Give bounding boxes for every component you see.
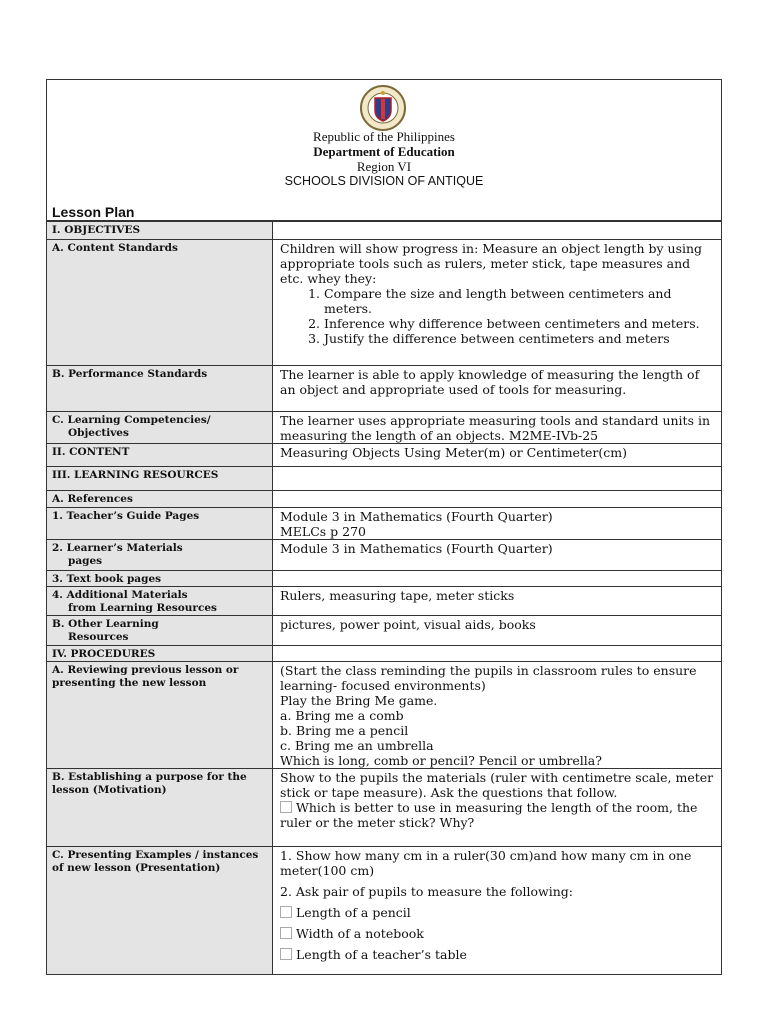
other-resources-label-line2: Resources [68, 631, 129, 643]
establishing-value [273, 769, 722, 847]
table-row [47, 222, 722, 240]
lesson-plan-title: Lesson Plan [52, 204, 135, 220]
table-row [47, 616, 722, 646]
content-value: Measuring Objects Using Meter(m) or Centimeter(cm) [273, 444, 722, 467]
references-label: A. References [47, 491, 273, 508]
list-item: 3. Justify the difference between centimeters and meters [324, 331, 715, 346]
other-resources-label-line1: B. Other Learning [52, 618, 159, 630]
department-line: Department of Education [313, 144, 455, 159]
reviewing-label: A. Reviewing previous lesson or presenting the new lesson [47, 662, 273, 769]
learners-materials-label-line2: pages [68, 555, 103, 567]
reviewing-line: Which is long, comb or pencil? Pencil or umbrella? [280, 753, 602, 768]
establishing-para: Show to the pupils the materials (ruler with centimetre scale, meter stick or tape measure). Ask the questions that follow. [280, 770, 714, 800]
teachers-guide-line1: Module 3 in Mathematics (Fourth Quarter) [280, 509, 553, 524]
competencies-label-line2: Objectives [68, 427, 129, 439]
deped-seal-icon [357, 84, 409, 132]
list-item: Length of a pencil [280, 905, 715, 920]
objectives-value [273, 222, 722, 240]
teachers-guide-label: 1. Teacher’s Guide Pages [47, 508, 273, 540]
presenting-step2: 2. Ask pair of pupils to measure the following: [280, 884, 573, 899]
textbook-label: 3. Text book pages [47, 571, 273, 587]
reviewing-line: Play the Bring Me game. [280, 693, 438, 708]
learning-resources-value [273, 467, 722, 491]
establishing-question: Which is better to use in measuring the length of the room, the ruler or the meter stick? Why? [280, 800, 698, 830]
additional-materials-value: Rulers, measuring tape, meter sticks [273, 587, 722, 616]
table-row [47, 769, 722, 847]
table-row [47, 508, 722, 540]
establishing-label: B. Establishing a purpose for the lesson (Motivation) [47, 769, 273, 847]
teachers-guide-line2: MELCs p 270 [280, 524, 367, 539]
performance-standards-value: The learner is able to apply knowledge of measuring the length of an object and appropriate used of tools for measuring. [273, 366, 722, 412]
table-row [47, 444, 722, 467]
bullet-box-icon [280, 801, 292, 813]
reviewing-line: (Start the class reminding the pupils in classroom rules to ensure learning- focused environments) [280, 663, 697, 693]
bullet-box-icon [280, 906, 292, 918]
region-line: Region VI [356, 159, 412, 174]
reviewing-value [273, 662, 722, 769]
presenting-step1: 1. Show how many cm in a ruler(30 cm)and how many cm in one meter(100 cm) [280, 848, 692, 878]
objectives-label: I. OBJECTIVES [47, 222, 273, 240]
other-resources-value: pictures, power point, visual aids, books [273, 616, 722, 646]
reviewing-line: c. Bring me an umbrella [280, 738, 434, 753]
learners-materials-label-line1: 2. Learner’s Materials [52, 542, 183, 554]
table-row [47, 847, 722, 975]
bullet-box-icon [280, 927, 292, 939]
textbook-value [273, 571, 722, 587]
presenting-value [273, 847, 722, 975]
lesson-plan-table [46, 221, 722, 975]
presenting-label: C. Presenting Examples / instances of new lesson (Presentation) [47, 847, 273, 975]
content-label: II. CONTENT [47, 444, 273, 467]
list-item: Length of a teacher’s table [280, 947, 715, 962]
additional-materials-label [47, 587, 273, 616]
republic-line: Republic of the Philippines [313, 129, 455, 144]
teachers-guide-value [273, 508, 722, 540]
competencies-label-line1: C. Learning Competencies/ [52, 414, 211, 426]
competencies-value: The learner uses appropriate measuring tools and standard units in measuring the length of an objects. M2ME-IVb-25 [273, 412, 722, 444]
list-item: 1. Compare the size and length between centimeters and meters. [324, 286, 715, 316]
table-row [47, 571, 722, 587]
procedures-value [273, 646, 722, 662]
table-row [47, 412, 722, 444]
table-row [47, 467, 722, 491]
table-row [47, 662, 722, 769]
reviewing-line: a. Bring me a comb [280, 708, 404, 723]
procedures-label: IV. PROCEDURES [47, 646, 273, 662]
table-row [47, 491, 722, 508]
reviewing-line: b. Bring me a pencil [280, 723, 409, 738]
learning-resources-label: III. LEARNING RESOURCES [47, 467, 273, 491]
content-standards-label: A. Content Standards [47, 240, 273, 366]
learners-materials-label [47, 540, 273, 571]
learners-materials-value: Module 3 in Mathematics (Fourth Quarter) [273, 540, 722, 571]
performance-standards-label: B. Performance Standards [47, 366, 273, 412]
table-row [47, 646, 722, 662]
establishing-question-row [280, 800, 715, 830]
content-standards-list [280, 286, 715, 346]
table-row [47, 587, 722, 616]
table-row [47, 540, 722, 571]
bullet-box-icon [280, 948, 292, 960]
list-item: Width of a notebook [280, 926, 715, 941]
table-row [47, 240, 722, 366]
additional-materials-label-line1: 4. Additional Materials [52, 589, 188, 601]
references-value [273, 491, 722, 508]
competencies-label [47, 412, 273, 444]
additional-materials-label-line2: from Learning Resources [68, 602, 217, 614]
table-row [47, 366, 722, 412]
list-item: 2. Inference why difference between centimeters and meters. [324, 316, 715, 331]
content-standards-value [273, 240, 722, 366]
other-resources-label [47, 616, 273, 646]
content-standards-intro: Children will show progress in: Measure an object length by using appropriate tools such as rulers, meter stick, tape measures and etc. whey they: [280, 241, 703, 286]
division-line: SCHOOLS DIVISION OF ANTIQUE [284, 174, 484, 188]
